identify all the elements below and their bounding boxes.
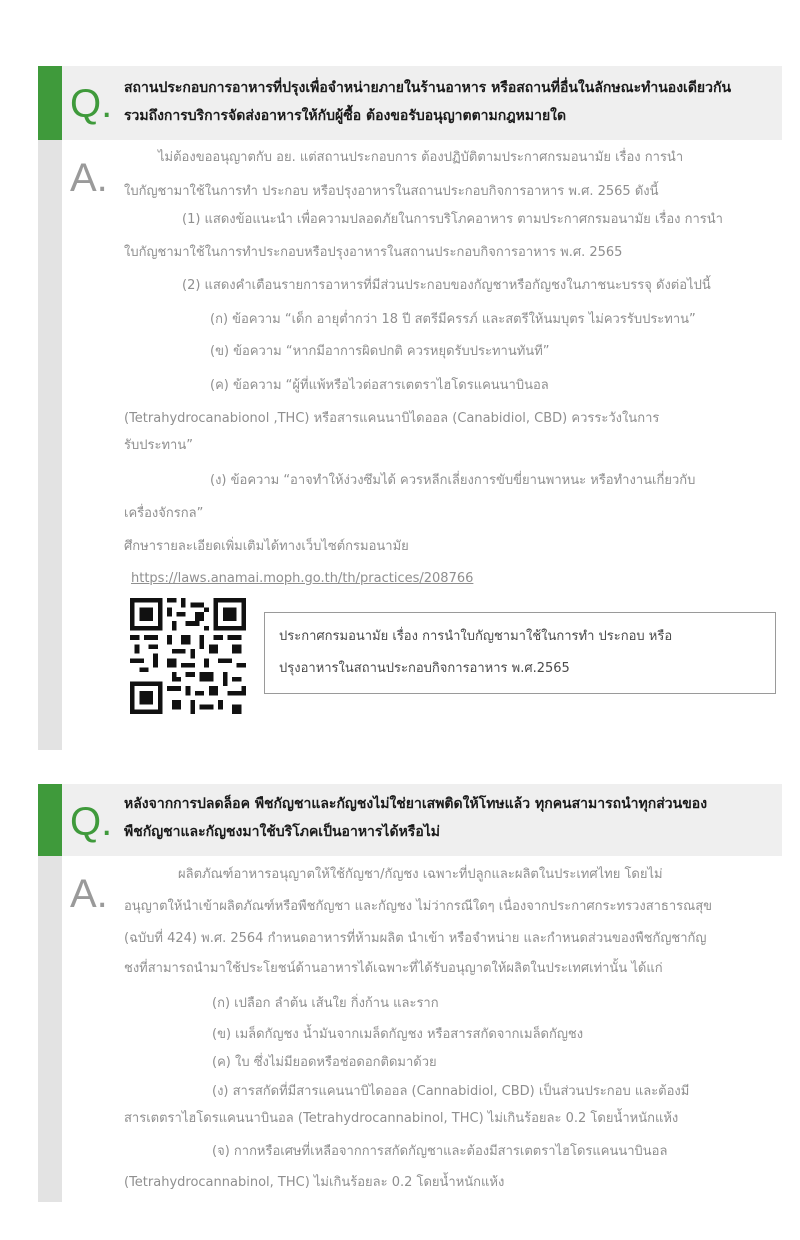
answer-line: รับประทาน” bbox=[124, 438, 193, 453]
answer-line: ผลิตภัณฑ์อาหารอนุญาตให้ใช้กัญชา/กัญชง เฉพาะที่ปลูกและผลิตในประเทศไทย โดยไม่ bbox=[178, 867, 663, 882]
question-accent-bar bbox=[38, 784, 62, 856]
question-text bbox=[124, 74, 772, 130]
answer-line: ไม่ต้องขออนุญาตกับ อย. แต่สถานประกอบการ ต้องปฏิบัติตามประกาศกรมอนามัย เรื่อง การนำ bbox=[158, 150, 684, 165]
announcement-note-box bbox=[264, 612, 776, 694]
answer-line: (Tetrahydrocannabinol, THC) ไม่เกินร้อยละ 0.2 โดยน้ำหนักแห้ง bbox=[124, 1175, 505, 1190]
answer-line: (ค) ข้อความ “ผู้ที่แพ้หรือไวต่อสารเตตราไฮโดรแคนนาบินอล bbox=[210, 378, 549, 393]
answer-line: (ก) เปลือก ลำต้น เส้นใย กิ่งก้าน และราก bbox=[212, 996, 439, 1011]
sidebar-bar bbox=[38, 66, 62, 750]
answer-line: (ค) ใบ ซึ่งไม่มียอดหรือช่อดอกติดมาด้วย bbox=[212, 1055, 437, 1070]
answer-line: (ฉบับที่ 424) พ.ศ. 2564 กำหนดอาหารที่ห้ามผลิต นำเข้า หรือจำหน่าย และกำหนดส่วนของพืชกัญชากัญ bbox=[124, 931, 707, 946]
question-line: สถานประกอบการอาหารที่ปรุงเพื่อจำหน่ายภายในร้านอาหาร หรือสถานที่อื่นในลักษณะทำนองเดียวกัน bbox=[124, 80, 732, 96]
answer-line: (ก) ข้อความ “เด็ก อายุต่ำกว่า 18 ปี สตรีมีครรภ์ และสตรีให้นมบุตร ไม่ควรรับประทาน” bbox=[210, 312, 696, 327]
answer-line: อนุญาตให้นำเข้าผลิตภัณฑ์หรือพืชกัญชา และกัญชง ไม่ว่ากรณีใดๆ เนื่องจากประกาศกระทรวงสาธารณสุข bbox=[124, 899, 713, 914]
qr-code-image bbox=[130, 598, 246, 714]
answer-line: (ง) ข้อความ “อาจทำให้ง่วงซึมได้ ควรหลีกเลี่ยงการขับขี่ยานพาหนะ หรือทำงานเกี่ยวกับ bbox=[210, 473, 696, 488]
answer-line: เครื่องจักรกล” bbox=[124, 506, 204, 521]
answer-line: (ข) ข้อความ “หากมีอาการผิดปกติ ควรหยุดรับประทานทันที” bbox=[210, 344, 550, 359]
question-line: รวมถึงการบริการจัดส่งอาหารให้กับผู้ซื้อ ต้องขอรับอนุญาตตามกฎหมายใด bbox=[124, 108, 567, 124]
answer-line: สารเตตราไฮโดรแคนนาบินอล (Tetrahydrocannabinol, THC) ไม่เกินร้อยละ 0.2 โดยน้ำหนักแห้ง bbox=[124, 1111, 679, 1126]
answer-line: (ข) เมล็ดกัญชง น้ำมันจากเมล็ดกัญชง หรือสารสกัดจากเมล็ดกัญชง bbox=[212, 1027, 584, 1042]
q-letter: Q. bbox=[70, 82, 113, 126]
question-accent-bar bbox=[38, 66, 62, 140]
anamai-law-link[interactable]: https://laws.anamai.moph.go.th/th/practices/208766 bbox=[131, 571, 474, 586]
answer-line: (Tetrahydrocanabionol ,THC) หรือสารแคนนาบิไดออล (Canabidiol, CBD) ควรระวังในการ bbox=[124, 411, 660, 426]
question-text bbox=[124, 790, 772, 846]
question-line: หลังจากการปลดล็อค พืชกัญชาและกัญชงไม่ใช่ยาเสพติดให้โทษแล้ว ทุกคนสามารถนำทุกส่วนของ bbox=[124, 796, 708, 812]
answer-line: (ง) สารสกัดที่มีสารแคนนาบิไดออล (Cannabidiol, CBD) เป็นส่วนประกอบ และต้องมี bbox=[212, 1084, 690, 1099]
answer-line: ชงที่สามารถนำมาใช้ประโยชน์ด้านอาหารได้เฉพาะที่ได้รับอนุญาตให้ผลิตในประเทศเท่านั้น ได้แก่ bbox=[124, 961, 663, 976]
answer-line: (2) แสดงคำเตือนรายการอาหารที่มีส่วนประกอบของกัญชาหรือกัญชงในภาชนะบรรจุ ดังต่อไปนี้ bbox=[182, 278, 711, 293]
note-line: ปรุงอาหารในสถานประกอบกิจการอาหาร พ.ศ.2565 bbox=[279, 661, 570, 676]
note-line: ประกาศกรมอนามัย เรื่อง การนำใบกัญชามาใช้ในการทำ ประกอบ หรือ bbox=[279, 629, 673, 644]
answer-line: ใบกัญชามาใช้ในการทำประกอบหรือปรุงอาหารในสถานประกอบกิจการอาหาร พ.ศ. 2565 bbox=[124, 245, 623, 260]
qa-block-2 bbox=[38, 784, 782, 1202]
a-letter: A. bbox=[70, 872, 108, 916]
answer-line: (1) แสดงข้อแนะนำ เพื่อความปลอดภัยในการบริโภคอาหาร ตามประกาศกรมอนามัย เรื่อง การนำ bbox=[182, 212, 723, 227]
answer-line: ใบกัญชามาใช้ในการทำ ประกอบ หรือปรุงอาหารในสถานประกอบกิจการอาหาร พ.ศ. 2565 ดังนี้ bbox=[124, 184, 659, 199]
question-line: พืชกัญชาและกัญชงมาใช้บริโภคเป็นอาหารได้หรือไม่ bbox=[124, 824, 440, 840]
answer-line: (จ) กากหรือเศษที่เหลือจากการสกัดกัญชาและต้องมีสารเตตราไฮโดรแคนนาบินอล bbox=[212, 1144, 668, 1159]
q-letter: Q. bbox=[70, 800, 113, 844]
a-letter: A. bbox=[70, 156, 108, 200]
answer-line: ศึกษารายละเอียดเพิ่มเติมได้ทางเว็บไซต์กรมอนามัย bbox=[124, 539, 409, 554]
